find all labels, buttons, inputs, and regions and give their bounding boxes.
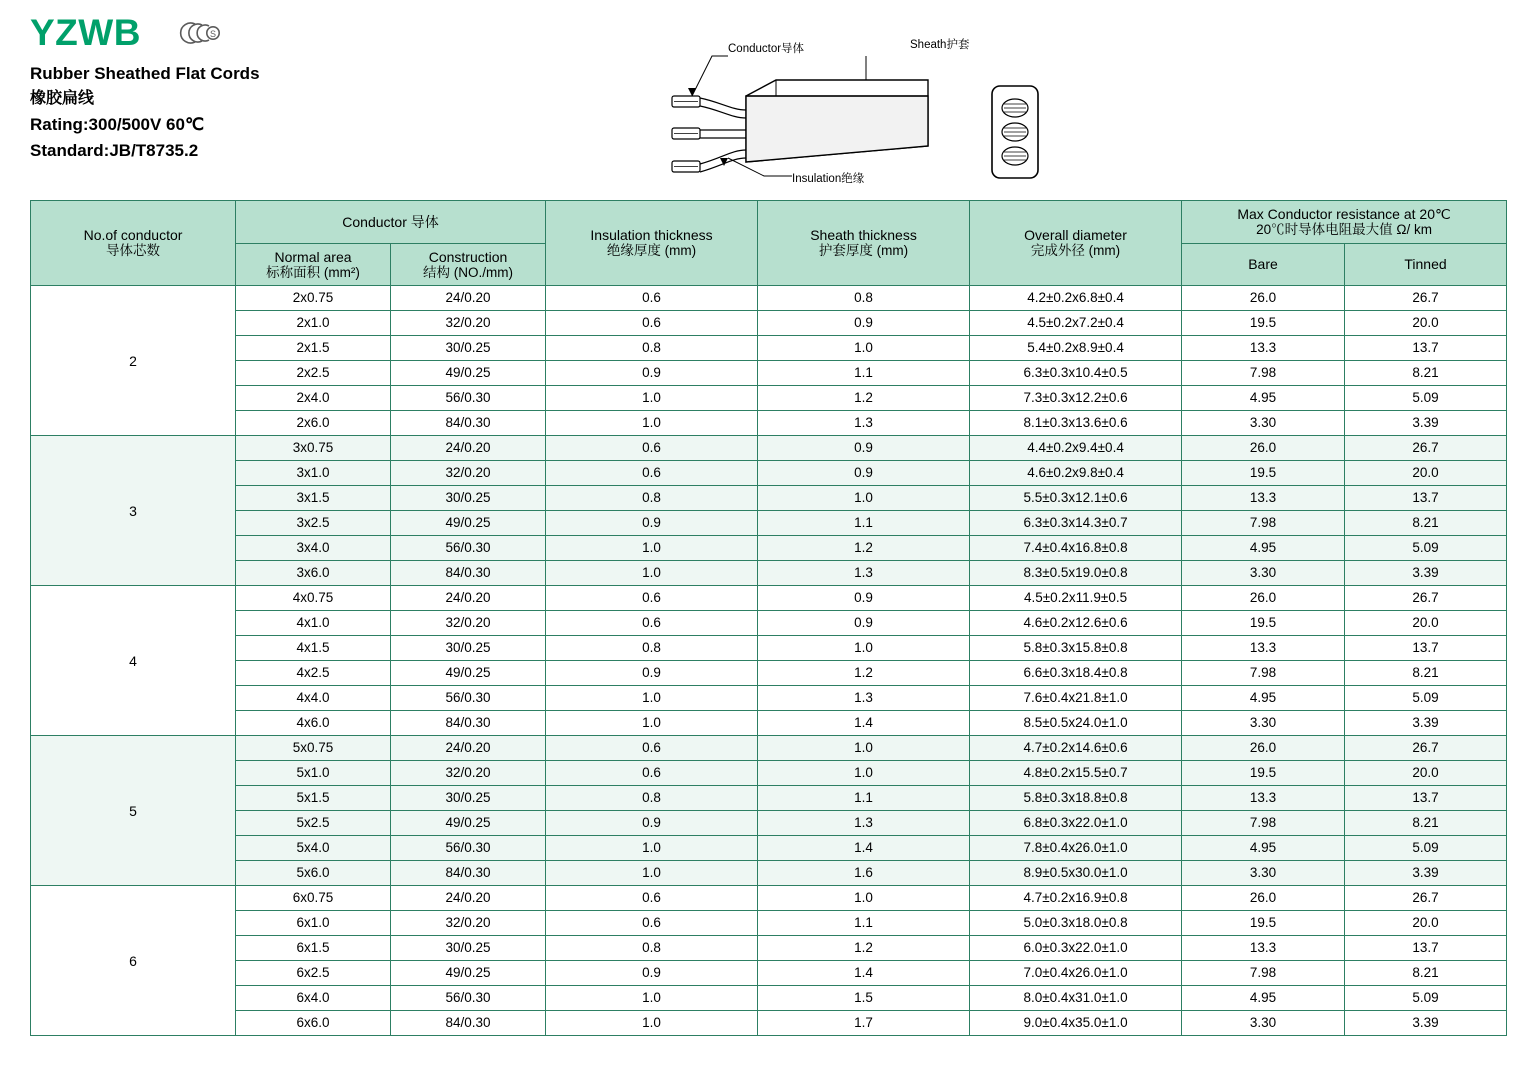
th-conductor-group: Conductor 导体 [236,201,546,244]
cell-insulation-thickness: 0.6 [546,611,758,636]
cell-overall-diameter: 5.0±0.3x18.0±0.8 [970,911,1182,936]
cell-construction: 30/0.25 [391,786,546,811]
cell-insulation-thickness: 0.8 [546,636,758,661]
cell-construction: 30/0.25 [391,636,546,661]
cell-normal-area: 6x0.75 [236,886,391,911]
cell-resistance-tinned: 5.09 [1345,386,1507,411]
cell-construction: 84/0.30 [391,411,546,436]
cell-normal-area: 5x0.75 [236,736,391,761]
cell-overall-diameter: 8.3±0.5x19.0±0.8 [970,561,1182,586]
cell-resistance-tinned: 26.7 [1345,736,1507,761]
th-resistance-en: Max Conductor resistance at 20℃ [1237,206,1451,222]
cell-resistance-bare: 4.95 [1182,686,1345,711]
cell-sheath-thickness: 1.0 [758,636,970,661]
cell-insulation-thickness: 1.0 [546,561,758,586]
cell-insulation-thickness: 1.0 [546,861,758,886]
table-row [31,836,1507,861]
cell-construction: 84/0.30 [391,861,546,886]
table-row [31,436,1507,461]
cell-resistance-bare: 3.30 [1182,561,1345,586]
cell-insulation-thickness: 0.6 [546,586,758,611]
cell-overall-diameter: 4.6±0.2x9.8±0.4 [970,461,1182,486]
cell-overall-diameter: 4.8±0.2x15.5±0.7 [970,761,1182,786]
cell-normal-area: 6x4.0 [236,986,391,1011]
cell-normal-area: 4x4.0 [236,686,391,711]
cable-construction-diagram [660,18,1120,198]
cell-insulation-thickness: 1.0 [546,711,758,736]
cell-overall-diameter: 6.0±0.3x22.0±1.0 [970,936,1182,961]
cell-construction: 30/0.25 [391,936,546,961]
cell-sheath-thickness: 1.0 [758,486,970,511]
cell-resistance-tinned: 26.7 [1345,286,1507,311]
cell-construction: 84/0.30 [391,561,546,586]
cell-overall-diameter: 6.3±0.3x10.4±0.5 [970,361,1182,386]
cell-normal-area: 4x6.0 [236,711,391,736]
table-row [31,336,1507,361]
cell-resistance-tinned: 20.0 [1345,461,1507,486]
cell-sheath-thickness: 1.1 [758,361,970,386]
product-name-en: Rubber Sheathed Flat Cords [30,64,260,83]
cell-construction: 49/0.25 [391,511,546,536]
table-row [31,686,1507,711]
cell-construction: 32/0.20 [391,311,546,336]
cell-insulation-thickness: 0.8 [546,936,758,961]
cell-sheath-thickness: 1.4 [758,711,970,736]
cell-overall-diameter: 6.8±0.3x22.0±1.0 [970,811,1182,836]
table-row [31,861,1507,886]
cell-insulation-thickness: 1.0 [546,536,758,561]
table-row [31,286,1507,311]
cell-normal-area: 4x0.75 [236,586,391,611]
cell-resistance-bare: 19.5 [1182,461,1345,486]
cell-sheath-thickness: 1.0 [758,886,970,911]
cell-construction: 84/0.30 [391,1011,546,1036]
cell-core-count: 3 [31,436,236,586]
page-header [0,0,1536,200]
cell-resistance-tinned: 8.21 [1345,661,1507,686]
cell-resistance-bare: 26.0 [1182,436,1345,461]
cell-overall-diameter: 5.4±0.2x8.9±0.4 [970,336,1182,361]
th-resistance-group [1182,201,1507,244]
cell-normal-area: 6x6.0 [236,1011,391,1036]
cell-normal-area: 2x4.0 [236,386,391,411]
cell-resistance-tinned: 13.7 [1345,486,1507,511]
cell-insulation-thickness: 0.6 [546,436,758,461]
th-overall-diameter [970,201,1182,286]
th-insulation-thickness [546,201,758,286]
cell-construction: 56/0.30 [391,986,546,1011]
cell-sheath-thickness: 0.9 [758,461,970,486]
cell-insulation-thickness: 0.6 [546,286,758,311]
cell-resistance-bare: 13.3 [1182,786,1345,811]
cell-sheath-thickness: 1.3 [758,561,970,586]
cell-normal-area: 3x6.0 [236,561,391,586]
cell-resistance-bare: 7.98 [1182,511,1345,536]
table-row [31,1011,1507,1036]
cell-resistance-tinned: 3.39 [1345,411,1507,436]
cell-resistance-bare: 26.0 [1182,736,1345,761]
cell-construction: 56/0.30 [391,836,546,861]
th-normal-area [236,243,391,286]
cell-sheath-thickness: 1.1 [758,911,970,936]
cell-overall-diameter: 4.5±0.2x7.2±0.4 [970,311,1182,336]
table-row [31,661,1507,686]
cell-resistance-tinned: 8.21 [1345,961,1507,986]
cell-resistance-bare: 3.30 [1182,1011,1345,1036]
cell-construction: 32/0.20 [391,461,546,486]
cell-construction: 49/0.25 [391,961,546,986]
cell-resistance-bare: 4.95 [1182,386,1345,411]
th-sheath-thickness [758,201,970,286]
cell-resistance-bare: 26.0 [1182,886,1345,911]
table-row [31,561,1507,586]
cell-overall-diameter: 4.2±0.2x6.8±0.4 [970,286,1182,311]
th-sheath-cn: 护套厚度 (mm) [818,243,909,259]
table-row [31,386,1507,411]
cell-overall-diameter: 7.8±0.4x26.0±1.0 [970,836,1182,861]
cell-overall-diameter: 4.6±0.2x12.6±0.6 [970,611,1182,636]
cell-construction: 32/0.20 [391,761,546,786]
cell-resistance-tinned: 8.21 [1345,361,1507,386]
diagram-label-insulation: Insulation绝缘 [792,173,865,185]
cell-resistance-bare: 19.5 [1182,611,1345,636]
table-header [31,201,1507,286]
cell-overall-diameter: 7.6±0.4x21.8±1.0 [970,686,1182,711]
cell-resistance-tinned: 5.09 [1345,836,1507,861]
cell-normal-area: 5x2.5 [236,811,391,836]
table-body [31,286,1507,1036]
cell-insulation-thickness: 1.0 [546,986,758,1011]
cell-resistance-tinned: 5.09 [1345,686,1507,711]
cell-resistance-tinned: 26.7 [1345,436,1507,461]
rating-line: Rating:300/500V 60℃ [30,115,205,135]
diagram-label-sheath: Sheath护套 [910,39,970,51]
th-no-of-conductor-en: No.of conductor [83,227,183,244]
cell-overall-diameter: 4.5±0.2x11.9±0.5 [970,586,1182,611]
diagram-label-conductor: Conductor导体 [728,43,805,55]
cell-normal-area: 3x0.75 [236,436,391,461]
cell-resistance-tinned: 20.0 [1345,311,1507,336]
cell-resistance-bare: 7.98 [1182,361,1345,386]
th-resistance-cn: 20℃时导体电阻最大值 Ω/ km [1256,222,1432,238]
th-no-of-conductor [31,201,236,286]
cell-normal-area: 2x2.5 [236,361,391,386]
cell-resistance-bare: 13.3 [1182,336,1345,361]
cell-resistance-tinned: 26.7 [1345,586,1507,611]
cell-resistance-tinned: 13.7 [1345,336,1507,361]
cell-resistance-bare: 4.95 [1182,836,1345,861]
cell-insulation-thickness: 0.6 [546,886,758,911]
cell-normal-area: 3x2.5 [236,511,391,536]
cell-overall-diameter: 8.5±0.5x24.0±1.0 [970,711,1182,736]
table-row [31,811,1507,836]
cell-resistance-bare: 7.98 [1182,811,1345,836]
cell-sheath-thickness: 0.9 [758,311,970,336]
th-insulation-cn: 绝缘厚度 (mm) [606,243,697,259]
cell-normal-area: 2x0.75 [236,286,391,311]
cell-normal-area: 5x4.0 [236,836,391,861]
cell-insulation-thickness: 0.9 [546,661,758,686]
cell-sheath-thickness: 1.3 [758,811,970,836]
spec-table-wrapper [0,200,1536,1036]
ccc-certification-icon [175,18,223,48]
cell-insulation-thickness: 0.6 [546,761,758,786]
table-row [31,361,1507,386]
table-row [31,711,1507,736]
th-bare: Bare [1182,243,1345,286]
cell-construction: 49/0.25 [391,811,546,836]
cell-normal-area: 6x2.5 [236,961,391,986]
cell-insulation-thickness: 1.0 [546,1011,758,1036]
cell-overall-diameter: 7.0±0.4x26.0±1.0 [970,961,1182,986]
th-overall-cn: 完成外径 (mm) [1030,243,1121,259]
cell-resistance-bare: 13.3 [1182,936,1345,961]
cell-overall-diameter: 6.6±0.3x18.4±0.8 [970,661,1182,686]
cell-overall-diameter: 6.3±0.3x14.3±0.7 [970,511,1182,536]
cell-construction: 56/0.30 [391,686,546,711]
cell-overall-diameter: 5.5±0.3x12.1±0.6 [970,486,1182,511]
cell-resistance-tinned: 3.39 [1345,711,1507,736]
cell-sheath-thickness: 1.1 [758,511,970,536]
cell-construction: 56/0.30 [391,386,546,411]
cell-sheath-thickness: 1.4 [758,836,970,861]
cell-insulation-thickness: 1.0 [546,386,758,411]
cell-sheath-thickness: 0.9 [758,611,970,636]
th-normal-area-en: Normal area [274,248,352,265]
cell-resistance-tinned: 13.7 [1345,786,1507,811]
cell-resistance-tinned: 3.39 [1345,561,1507,586]
cell-normal-area: 6x1.5 [236,936,391,961]
table-row [31,411,1507,436]
cell-core-count: 5 [31,736,236,886]
table-row [31,311,1507,336]
cell-sheath-thickness: 1.2 [758,536,970,561]
product-name-cn: 橡胶扁线 [30,90,95,108]
cell-overall-diameter: 9.0±0.4x35.0±1.0 [970,1011,1182,1036]
cell-sheath-thickness: 1.1 [758,786,970,811]
table-row [31,511,1507,536]
table-row [31,911,1507,936]
cell-insulation-thickness: 0.8 [546,486,758,511]
cell-resistance-tinned: 20.0 [1345,611,1507,636]
table-row [31,986,1507,1011]
cell-normal-area: 6x1.0 [236,911,391,936]
page-title: YZWB [30,12,141,53]
cell-insulation-thickness: 0.6 [546,461,758,486]
svg-text:S: S [209,28,216,39]
cell-insulation-thickness: 0.9 [546,811,758,836]
cell-resistance-tinned: 8.21 [1345,511,1507,536]
cell-insulation-thickness: 1.0 [546,686,758,711]
cell-resistance-bare: 19.5 [1182,761,1345,786]
th-construction-en: Construction [428,248,508,265]
cell-insulation-thickness: 1.0 [546,411,758,436]
cell-construction: 49/0.25 [391,661,546,686]
cell-sheath-thickness: 1.7 [758,1011,970,1036]
cell-construction: 30/0.25 [391,486,546,511]
cell-sheath-thickness: 1.2 [758,661,970,686]
cell-resistance-tinned: 3.39 [1345,1011,1507,1036]
cell-resistance-tinned: 20.0 [1345,761,1507,786]
cell-resistance-tinned: 5.09 [1345,536,1507,561]
cell-resistance-bare: 3.30 [1182,861,1345,886]
cell-resistance-bare: 7.98 [1182,661,1345,686]
table-row [31,961,1507,986]
cell-resistance-bare: 26.0 [1182,286,1345,311]
cell-resistance-bare: 4.95 [1182,536,1345,561]
cell-normal-area: 3x1.5 [236,486,391,511]
cell-normal-area: 3x4.0 [236,536,391,561]
cell-construction: 24/0.20 [391,436,546,461]
cell-resistance-tinned: 3.39 [1345,861,1507,886]
cell-normal-area: 2x6.0 [236,411,391,436]
cell-normal-area: 4x2.5 [236,661,391,686]
cell-insulation-thickness: 0.9 [546,511,758,536]
cell-resistance-bare: 26.0 [1182,586,1345,611]
cell-normal-area: 5x1.0 [236,761,391,786]
cell-normal-area: 2x1.5 [236,336,391,361]
cell-sheath-thickness: 1.3 [758,686,970,711]
th-overall-en: Overall diameter [1024,227,1127,244]
cell-sheath-thickness: 1.4 [758,961,970,986]
cell-resistance-tinned: 26.7 [1345,886,1507,911]
cell-construction: 24/0.20 [391,286,546,311]
cell-insulation-thickness: 0.8 [546,786,758,811]
cell-normal-area: 4x1.5 [236,636,391,661]
cell-resistance-bare: 13.3 [1182,636,1345,661]
cell-resistance-tinned: 13.7 [1345,636,1507,661]
table-row [31,886,1507,911]
cell-resistance-bare: 19.5 [1182,311,1345,336]
cell-insulation-thickness: 1.0 [546,836,758,861]
cell-normal-area: 4x1.0 [236,611,391,636]
cell-construction: 24/0.20 [391,736,546,761]
cell-construction: 56/0.30 [391,536,546,561]
cell-resistance-tinned: 8.21 [1345,811,1507,836]
cell-normal-area: 3x1.0 [236,461,391,486]
cell-insulation-thickness: 0.6 [546,911,758,936]
cell-resistance-bare: 4.95 [1182,986,1345,1011]
cell-resistance-bare: 3.30 [1182,411,1345,436]
cell-construction: 32/0.20 [391,911,546,936]
cell-resistance-tinned: 13.7 [1345,936,1507,961]
cell-resistance-tinned: 5.09 [1345,986,1507,1011]
table-row [31,611,1507,636]
cell-resistance-bare: 13.3 [1182,486,1345,511]
cell-sheath-thickness: 1.2 [758,386,970,411]
cell-resistance-bare: 7.98 [1182,961,1345,986]
cell-core-count: 4 [31,586,236,736]
th-normal-area-cn: 标称面积 (mm²) [266,264,360,280]
table-row [31,586,1507,611]
cell-insulation-thickness: 0.6 [546,311,758,336]
cell-resistance-tinned: 20.0 [1345,911,1507,936]
cell-construction: 84/0.30 [391,711,546,736]
cell-overall-diameter: 8.1±0.3x13.6±0.6 [970,411,1182,436]
cell-overall-diameter: 8.9±0.5x30.0±1.0 [970,861,1182,886]
cell-sheath-thickness: 1.5 [758,986,970,1011]
cell-overall-diameter: 7.3±0.3x12.2±0.6 [970,386,1182,411]
cell-insulation-thickness: 0.9 [546,961,758,986]
cell-construction: 32/0.20 [391,611,546,636]
th-no-of-conductor-cn: 导体芯数 [106,243,160,259]
cell-sheath-thickness: 1.6 [758,861,970,886]
cell-overall-diameter: 4.7±0.2x16.9±0.8 [970,886,1182,911]
cell-sheath-thickness: 1.0 [758,736,970,761]
table-row [31,786,1507,811]
cell-sheath-thickness: 1.0 [758,336,970,361]
cell-sheath-thickness: 1.0 [758,761,970,786]
cell-construction: 30/0.25 [391,336,546,361]
table-row [31,486,1507,511]
specification-table [30,200,1507,1036]
cell-overall-diameter: 4.4±0.2x9.4±0.4 [970,436,1182,461]
table-row [31,761,1507,786]
cell-overall-diameter: 5.8±0.3x15.8±0.8 [970,636,1182,661]
cell-sheath-thickness: 0.8 [758,286,970,311]
th-construction-cn: 结构 (NO./mm) [423,264,513,280]
cell-sheath-thickness: 0.9 [758,436,970,461]
th-insulation-en: Insulation thickness [590,227,713,244]
cell-core-count: 2 [31,286,236,436]
table-header-row-1 [31,201,1507,244]
cell-resistance-bare: 3.30 [1182,711,1345,736]
th-sheath-en: Sheath thickness [810,227,917,244]
cell-insulation-thickness: 0.8 [546,336,758,361]
cell-construction: 24/0.20 [391,586,546,611]
cell-overall-diameter: 8.0±0.4x31.0±1.0 [970,986,1182,1011]
cell-normal-area: 2x1.0 [236,311,391,336]
table-row [31,636,1507,661]
cell-normal-area: 5x1.5 [236,786,391,811]
cell-normal-area: 5x6.0 [236,861,391,886]
table-row [31,736,1507,761]
cell-insulation-thickness: 0.9 [546,361,758,386]
table-row [31,536,1507,561]
cell-overall-diameter: 5.8±0.3x18.8±0.8 [970,786,1182,811]
cell-resistance-bare: 19.5 [1182,911,1345,936]
cell-overall-diameter: 7.4±0.4x16.8±0.8 [970,536,1182,561]
cell-sheath-thickness: 1.2 [758,936,970,961]
th-construction [391,243,546,286]
cell-construction: 24/0.20 [391,886,546,911]
table-row [31,461,1507,486]
cell-insulation-thickness: 0.6 [546,736,758,761]
table-row [31,936,1507,961]
cell-sheath-thickness: 0.9 [758,586,970,611]
cell-construction: 49/0.25 [391,361,546,386]
cell-sheath-thickness: 1.3 [758,411,970,436]
th-tinned: Tinned [1345,243,1507,286]
cell-overall-diameter: 4.7±0.2x14.6±0.6 [970,736,1182,761]
cell-core-count: 6 [31,886,236,1036]
standard-line: Standard:JB/T8735.2 [30,141,199,161]
